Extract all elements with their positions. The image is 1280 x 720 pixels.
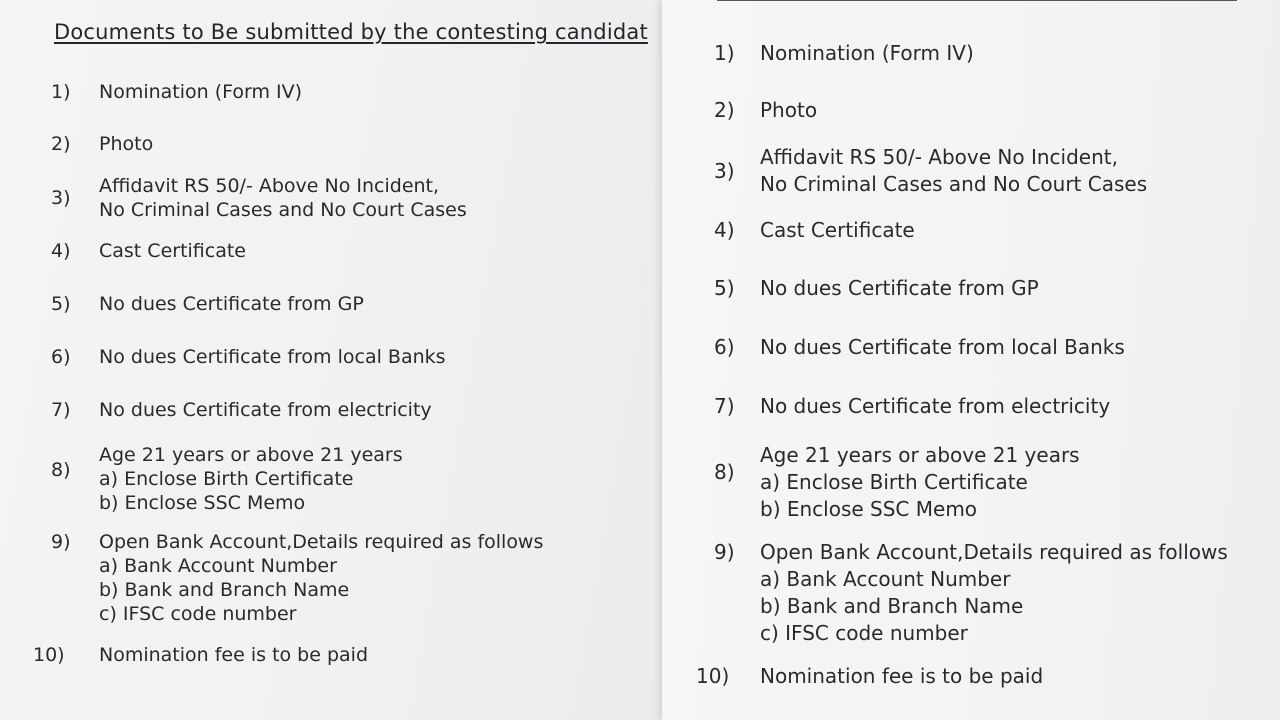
- item-number: 3): [51, 187, 71, 209]
- document-heading: Documents to Be submitted by the contesting candidat: [54, 20, 648, 44]
- item-text: No dues Certificate from GP: [99, 293, 364, 315]
- item-text: Photo: [760, 98, 818, 122]
- item-number: 5): [714, 276, 735, 300]
- item-text: Cast Certificate: [760, 218, 915, 242]
- item-text: Open Bank Account,Details required as follows a) Bank Account Number b) Bank and Branch Name c) IFSC code number: [99, 531, 544, 625]
- item-number: 3): [714, 159, 735, 183]
- top-rule: [717, 0, 1237, 1]
- item-text: No dues Certificate from local Banks: [99, 346, 446, 368]
- item-text: No dues Certificate from electricity: [760, 394, 1111, 418]
- item-number: 2): [714, 98, 735, 122]
- item-text: No dues Certificate from local Banks: [760, 335, 1125, 359]
- item-text: Nomination fee is to be paid: [99, 644, 369, 666]
- item-number: 4): [714, 218, 735, 242]
- item-number: 8): [714, 460, 735, 484]
- item-text: Photo: [99, 133, 154, 155]
- item-text: Nomination fee is to be paid: [760, 664, 1044, 688]
- item-number: 6): [51, 346, 71, 368]
- item-text: Affidavit RS 50/- Above No Incident, No Criminal Cases and No Court Cases: [760, 145, 1148, 196]
- item-number: 7): [51, 399, 71, 421]
- item-text: Age 21 years or above 21 years a) Enclose Birth Certificate b) Enclose SSC Memo: [760, 443, 1080, 521]
- item-number: 1): [51, 81, 71, 103]
- item-number: 9): [51, 531, 71, 553]
- item-text: Affidavit RS 50/- Above No Incident, No Criminal Cases and No Court Cases: [99, 175, 467, 221]
- item-number: 4): [51, 240, 71, 262]
- item-text: Nomination (Form IV): [99, 81, 303, 103]
- item-text: Cast Certificate: [99, 240, 246, 262]
- item-number: 10): [696, 664, 730, 688]
- item-number: 10): [33, 644, 65, 666]
- item-number: 5): [51, 293, 71, 315]
- right-document-photo: [662, 0, 1280, 720]
- item-text: No dues Certificate from electricity: [99, 399, 432, 421]
- item-number: 1): [714, 41, 735, 65]
- item-text: Age 21 years or above 21 years a) Enclose Birth Certificate b) Enclose SSC Memo: [99, 444, 403, 514]
- item-number: 6): [714, 335, 735, 359]
- item-number: 7): [714, 394, 735, 418]
- item-text: Open Bank Account,Details required as follows a) Bank Account Number b) Bank and Branch Name c) IFSC code number: [760, 540, 1228, 645]
- item-text: No dues Certificate from GP: [760, 276, 1039, 300]
- item-number: 2): [51, 133, 71, 155]
- item-number: 9): [714, 540, 735, 564]
- item-text: Nomination (Form IV): [760, 41, 974, 65]
- item-number: 8): [51, 459, 71, 481]
